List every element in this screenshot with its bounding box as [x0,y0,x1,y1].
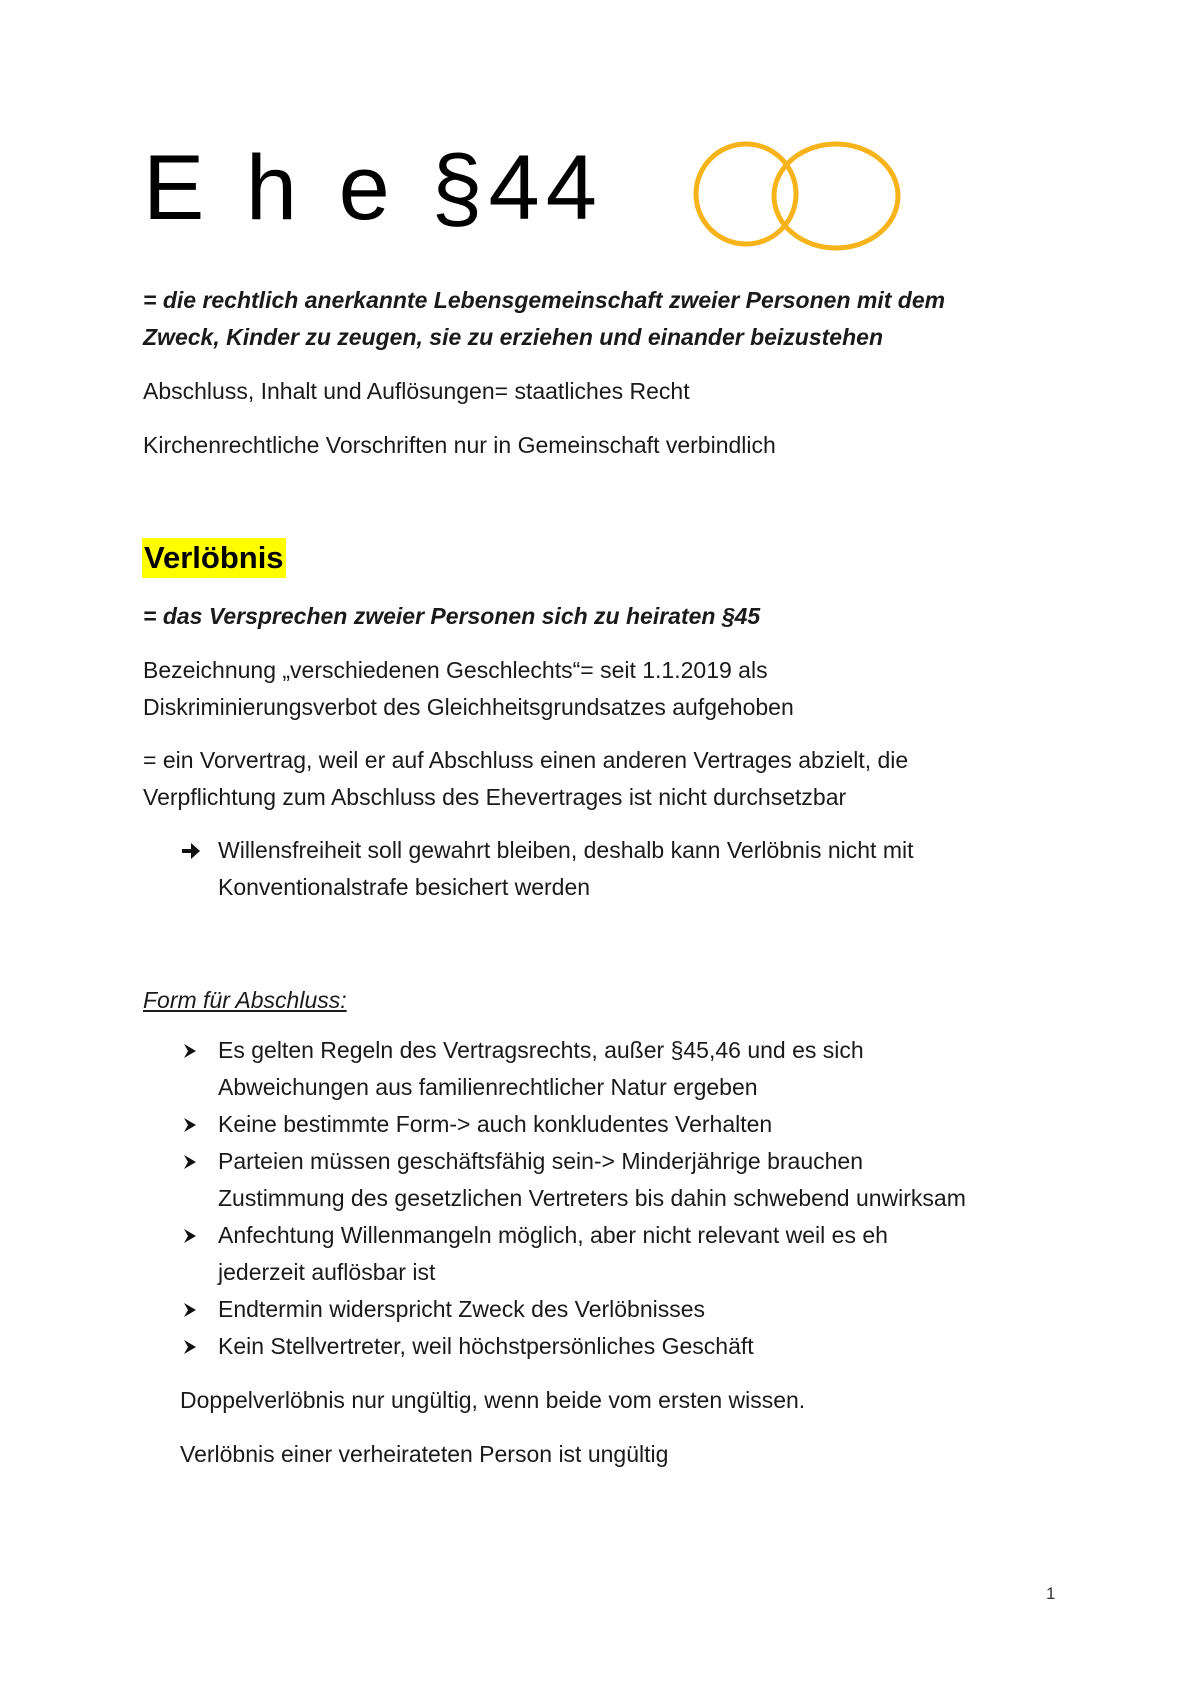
chevron-bullet-icon [180,1032,210,1069]
page-number: 1 [1046,1584,1056,1603]
arrow-item-line-1: Willensfreiheit soll gewahrt bleiben, deshalb kann Verlöbnis nicht mit [218,837,914,863]
definition-line-2: Zweck, Kinder zu zeugen, sie zu erziehen und einander beizustehen [143,324,883,350]
form-subheading: Form für Abschluss: [143,987,347,1013]
bezeichnung-line-1: Bezeichnung „verschiedenen Geschlechts“= seit 1.1.2019 als [143,657,768,683]
list-item-line-2: Zustimmung des gesetzlichen Vertreters bis dahin schwebend unwirksam [218,1185,966,1211]
arrow-right-icon [180,832,210,869]
page-title: E h e §44 [143,137,603,239]
arrow-item-line-2: Konventionalstrafe besichert werden [218,874,591,900]
paragraph-abschluss: Abschluss, Inhalt und Auflösungen= staatliches Recht [143,378,690,404]
chevron-bullet-icon [180,1328,210,1365]
vorvertrag-line-1: = ein Vorvertrag, weil er auf Abschluss einen anderen Vertrages abzielt, die [143,747,909,773]
paragraph-doppelverloebnis: Doppelverlöbnis nur ungültig, wenn beide vom ersten wissen. [180,1387,806,1413]
chevron-bullet-icon [180,1291,210,1328]
paragraph-kirchenrecht: Kirchenrechtliche Vorschriften nur in Gemeinschaft verbindlich [143,432,776,458]
list-item-line-2: jederzeit auflösbar ist [218,1259,436,1285]
definition-line-1: = die rechtlich anerkannte Lebensgemeinschaft zweier Personen mit dem [143,287,946,313]
chevron-bullet-icon [180,1217,210,1254]
paragraph-verheiratet: Verlöbnis einer verheirateten Person ist ungültig [180,1441,669,1467]
list-item-line-1: Keine bestimmte Form-> auch konkludentes Verhalten [218,1111,773,1137]
list-item-line-2: Abweichungen aus familienrechtlicher Natur ergeben [218,1074,758,1100]
chevron-bullet-icon [180,1106,210,1143]
chevron-bullet-icon [180,1143,210,1180]
list-item-line-1: Endtermin widerspricht Zweck des Verlöbnisses [218,1296,706,1322]
vorvertrag-line-2: Verpflichtung zum Abschluss des Ehevertrages ist nicht durchsetzbar [143,784,847,810]
verloebnis-definition: = das Versprechen zweier Personen sich zu heiraten §45 [143,603,761,629]
list-item-line-1: Parteien müssen geschäftsfähig sein-> Minderjährige brauchen [218,1148,864,1174]
wedding-rings-icon [690,136,910,252]
list-item-line-1: Kein Stellvertreter, weil höchstpersönliches Geschäft [218,1333,754,1359]
bezeichnung-line-2: Diskriminierungsverbot des Gleichheitsgrundsatzes aufgehoben [143,694,794,720]
section-heading-verloebnis: Verlöbnis [142,538,286,578]
list-item-line-1: Anfechtung Willenmangeln möglich, aber nicht relevant weil es eh [218,1222,888,1248]
list-item-line-1: Es gelten Regeln des Vertragsrechts, außer §45,46 und es sich [218,1037,864,1063]
